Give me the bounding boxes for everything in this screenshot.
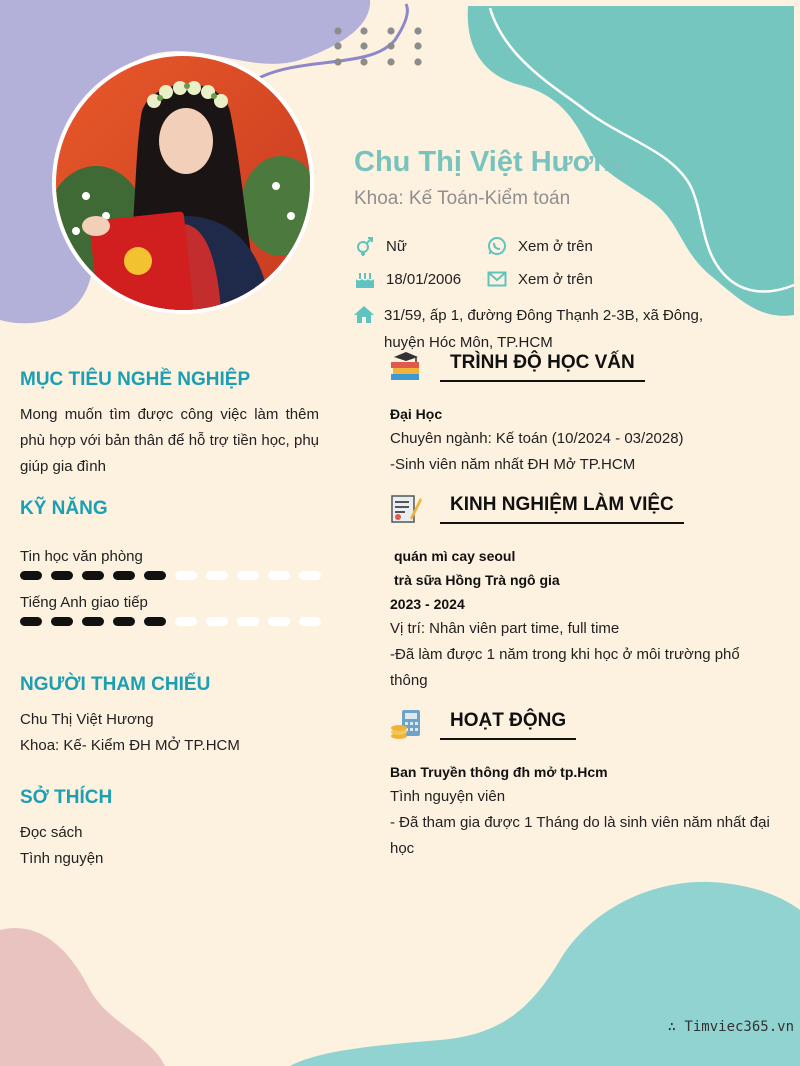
address-value: 31/59, ấp 1, đường Đông Thạnh 2-3B, xã Đông, huyện Hóc Môn, TP.HCM — [384, 307, 703, 351]
phone-row — [486, 236, 593, 256]
education-major: Chuyên ngành: Kế toán (10/2024 - 03/2028) — [390, 430, 684, 447]
skill-segment-filled — [144, 617, 166, 626]
coins-icon — [390, 708, 422, 740]
experience-period: 2023 - 2024 — [390, 596, 465, 612]
references-title: NGƯỜI THAM CHIẾU — [20, 674, 211, 695]
skill-segment-empty — [299, 617, 321, 626]
skill-segment-empty — [299, 571, 321, 580]
profile-photo — [52, 52, 314, 314]
activities-header — [390, 708, 576, 740]
objective-title: MỤC TIÊU NGHỀ NGHIỆP — [20, 369, 251, 390]
skill-segment-filled — [20, 571, 42, 580]
mail-icon — [486, 269, 508, 289]
skill-segment-filled — [113, 571, 135, 580]
birthday-row — [354, 269, 461, 289]
books-icon — [390, 350, 422, 382]
skill-segment-filled — [144, 571, 166, 580]
skill-label: Tiếng Anh giao tiếp — [20, 594, 148, 611]
hobby-item: Đọc sách — [20, 824, 83, 841]
experience-company: trà sữa Hồng Trà ngô gia — [394, 572, 560, 588]
gender-row — [354, 236, 407, 256]
skill-segment-filled — [51, 571, 73, 580]
activities-org: Ban Truyền thông đh mở tp.Hcm — [390, 764, 608, 780]
skill-segment-empty — [206, 617, 228, 626]
experience-company: quán mì cay seoul — [394, 548, 516, 564]
candidate-name: Chu Thị Việt Hương — [354, 146, 629, 178]
skill-segment-empty — [237, 571, 259, 580]
education-note: -Sinh viên năm nhất ĐH Mở TP.HCM — [390, 456, 636, 473]
experience-title: KINH NGHIỆM LÀM VIỆC — [440, 494, 684, 524]
skill-segment-filled — [20, 617, 42, 626]
gender-icon — [354, 236, 376, 256]
skills-title: KỸ NĂNG — [20, 498, 108, 519]
experience-position: Vị trí: Nhân viên part time, full time — [390, 620, 620, 637]
skill-segment-empty — [175, 571, 197, 580]
skill-segment-empty — [268, 571, 290, 580]
email-row — [486, 269, 593, 289]
watermark: ∴ Timviec365.vn — [667, 1019, 794, 1035]
experience-description: -Đã làm được 1 năm trong khi học ở môi trường phổ thông — [390, 646, 740, 689]
education-title: TRÌNH ĐỘ HỌC VẤN — [440, 352, 645, 382]
education-degree: Đại Học — [390, 406, 443, 422]
phone-value: Xem ở trên — [518, 237, 593, 255]
skill-segment-empty — [206, 571, 228, 580]
objective-text: Mong muốn tìm được công việc làm thêm phù hợp với bản thân để hỗ trợ tiền học, phụ giúp gia đình — [20, 406, 319, 475]
skill-segment-filled — [82, 571, 104, 580]
education-header — [390, 350, 645, 382]
skill-rating-bar — [20, 571, 321, 580]
skill-segment-filled — [51, 617, 73, 626]
skill-label: Tin học văn phòng — [20, 548, 143, 565]
reference-line: Chu Thị Việt Hương — [20, 711, 154, 728]
candidate-faculty: Khoa: Kế Toán-Kiểm toán — [354, 188, 571, 209]
reference-line: Khoa: Kế- Kiểm ĐH MỞ TP.HCM — [20, 737, 240, 754]
skill-rating-bar — [20, 617, 321, 626]
experience-header — [390, 492, 684, 524]
gender-value: Nữ — [386, 237, 407, 255]
activities-role: Tình nguyện viên — [390, 788, 506, 805]
hobby-item: Tình nguyện — [20, 850, 104, 867]
skill-segment-empty — [268, 617, 290, 626]
certificate-icon — [390, 492, 422, 524]
birthday-value: 18/01/2006 — [386, 270, 462, 288]
skill-segment-empty — [237, 617, 259, 626]
hobbies-title: SỞ THÍCH — [20, 787, 113, 808]
activities-title: HOẠT ĐỘNG — [440, 710, 576, 740]
skill-segment-filled — [82, 617, 104, 626]
home-icon — [354, 302, 376, 356]
skill-segment-filled — [113, 617, 135, 626]
cake-icon — [354, 269, 376, 289]
address-row — [354, 302, 714, 356]
activities-description: - Đã tham gia được 1 Tháng do là sinh viên năm nhất đại học — [390, 814, 770, 857]
skill-segment-empty — [175, 617, 197, 626]
phone-icon — [486, 236, 508, 256]
email-value: Xem ở trên — [518, 270, 593, 288]
